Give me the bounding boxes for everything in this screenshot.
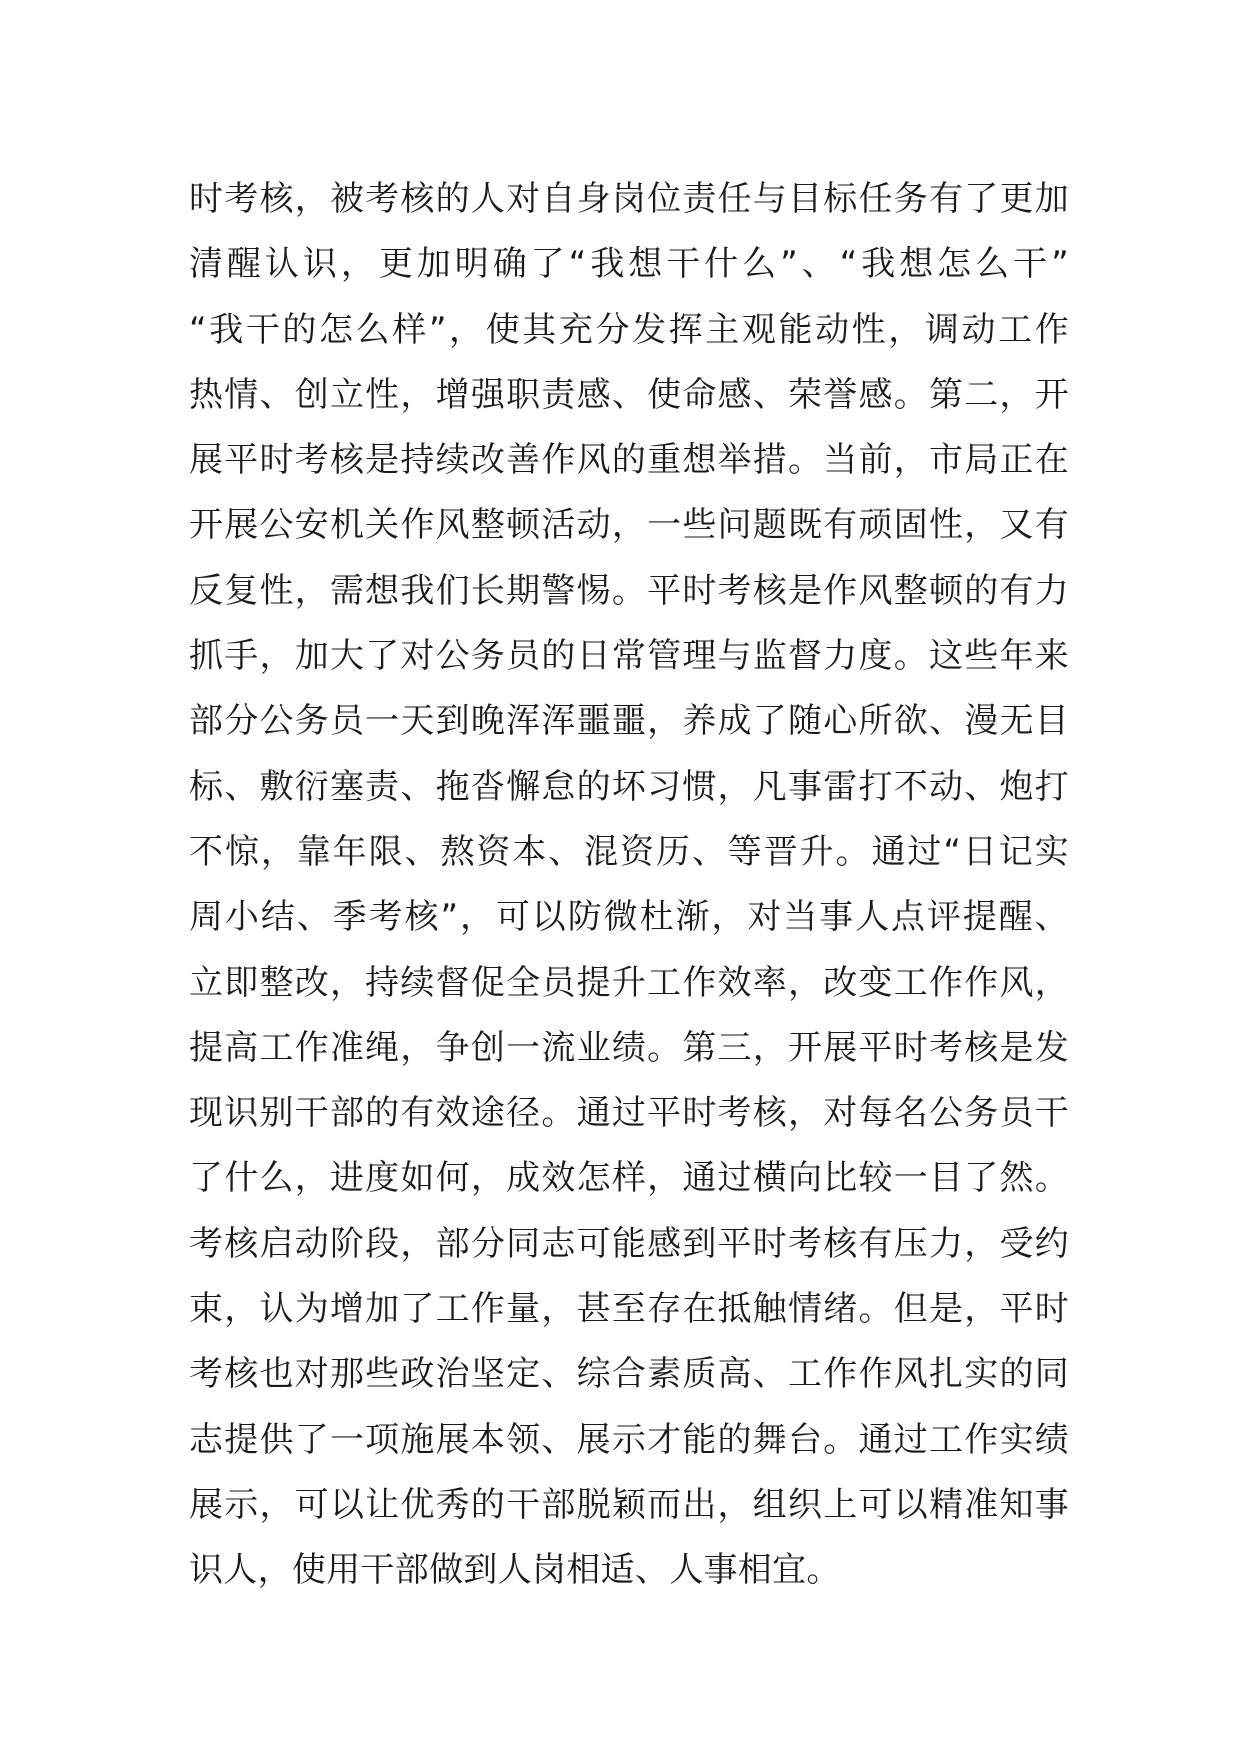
text-line: 抓手，加大了对公务员的日常管理与监督力度。这些年来 [189,636,1069,677]
text-line: 立即整改，持续督促全员提升工作效率，改变工作作风， [189,962,1069,1003]
body-paragraph [189,167,1069,1604]
text-line: 展平时考核是持续改善作风的重想举措。当前，市局正在 [189,440,1069,481]
text-line: 清醒认识，更加明确了“我想干什么”、“我想怎么干” [189,244,1069,285]
text-line: 现识别干部的有效途径。通过平时考核，对每名公务员干 [189,1093,1069,1134]
text-line: 识人，使用干部做到人岗相适、人事相宜。 [189,1550,841,1591]
text-line: “我干的怎么样”，使其充分发挥主观能动性，调动工作 [189,309,1069,350]
text-line: 周小结、季考核”，可以防微杜渐，对当事人点评提醒、 [189,897,1069,938]
text-line: 开展公安机关作风整顿活动，一些问题既有顽固性，又有 [189,505,1069,546]
text-line: 热情、创立性，增强职责感、使命感、荣誉感。第二，开 [189,374,1069,415]
text-line: 标、敷衍塞责、拖沓懈怠的坏习惯，凡事雷打不动、炮打 [189,766,1069,807]
text-line: 部分公务员一天到晚浑浑噩噩，养成了随心所欲、漫无目 [189,701,1069,742]
text-line: 了什么，进度如何，成效怎样，通过横向比较一目了然。 [189,1158,1069,1199]
text-line: 不惊，靠年限、熬资本、混资历、等晋升。通过“日记实 [189,831,1069,872]
text-line: 志提供了一项施展本领、展示才能的舞台。通过工作实绩 [189,1419,1069,1460]
text-line: 反复性，需想我们长期警惕。平时考核是作风整顿的有力 [189,570,1069,611]
text-line: 考核也对那些政治坚定、综合素质高、工作作风扎实的同 [189,1354,1069,1395]
text-line: 展示，可以让优秀的干部脱颖而出，组织上可以精准知事 [189,1484,1069,1525]
text-line: 束，认为增加了工作量，甚至存在抵触情绪。但是，平时 [189,1289,1069,1330]
text-line: 考核启动阶段，部分同志可能感到平时考核有压力，受约 [189,1223,1069,1264]
text-line: 提高工作准绳，争创一流业绩。第三，开展平时考核是发 [189,1027,1069,1068]
text-line: 时考核，被考核的人对自身岗位责任与目标任务有了更加 [189,179,1069,219]
